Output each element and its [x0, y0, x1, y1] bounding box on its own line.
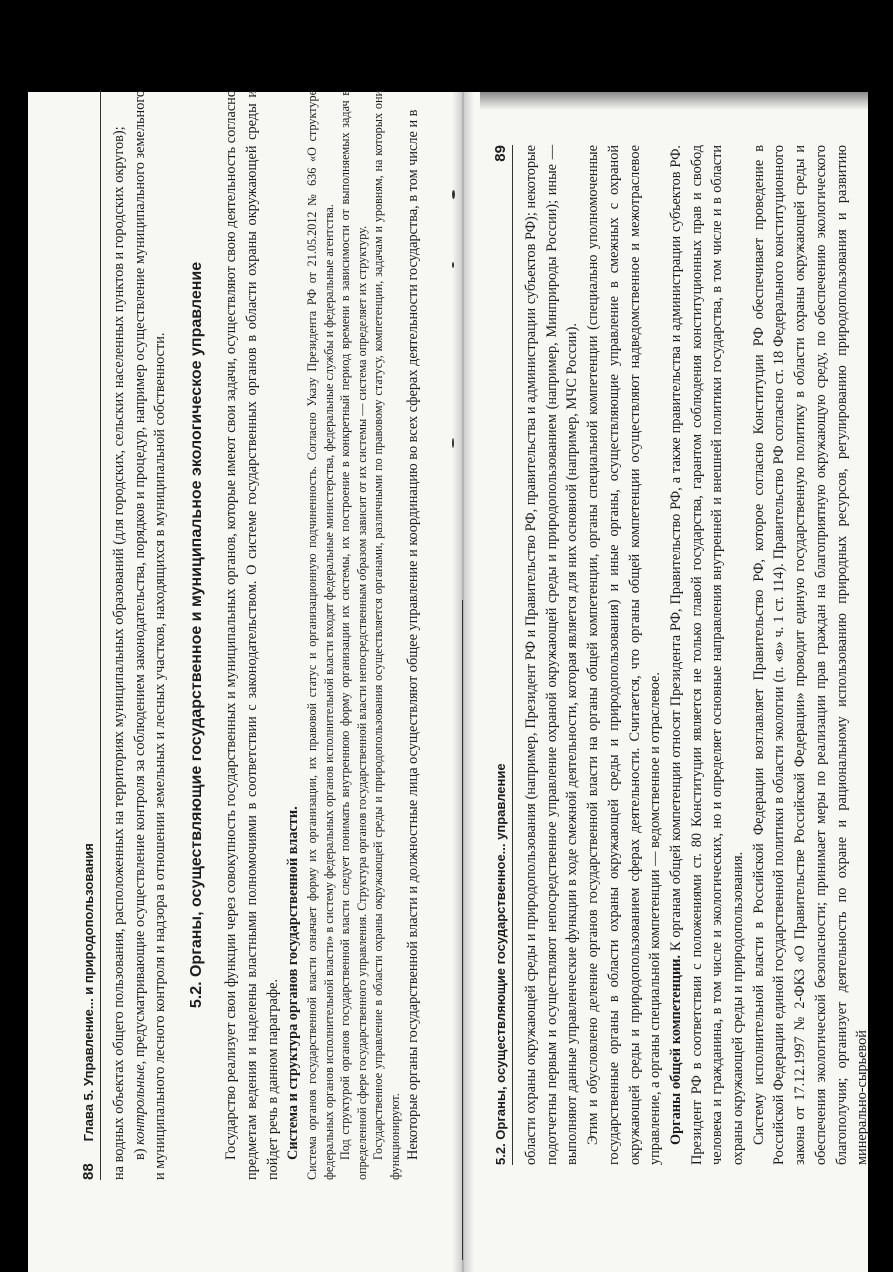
- section-paragraph-1: Государство реализует свои функции через совокупность государственных и муниципальных органов, которые имеют свои задачи, осуществляют свою деятельность согласно предметам ведения и наделены властными полномочиями в соответствии с законодательством. О системе государственных органов в области охраны окружающей среды и пойдет речь в данном параграфе.: [223, 90, 281, 1180]
- small-paragraph-1: Система органов государственной власти означает форму их организации, их правовой статус и организационную подчиненность. Согласно Указу Президента РФ от 21.05.2012 № 636 «О структуре федеральных органов исполнительной власти» в систему федеральных органов исполнительной власти входят федеральные министерства, федеральные службы и федеральные агентства.: [304, 90, 336, 1180]
- left-running-header: [80, 90, 101, 1180]
- right-paragraph-3: [666, 145, 749, 1165]
- left-page-number: 88: [80, 1163, 97, 1180]
- right-page-number: 89: [492, 145, 509, 162]
- small-paragraph-3: Государственное управление в области охраны окружающей среды и природопользования осуществляется органами, различными по правовому статусу, компетенции, задачам и уровням, на которых они функционируют.: [371, 90, 402, 1180]
- right-paragraph-2: Этим и обусловлено деление органов государственной власти на органы общей компетенции, органы специальной компетенции (специально уполномоченные государственные органы в области охраны окружающей среды и природопользования) и иные органы, осуществляющие управление в смежных с охраной окружающей среды и природопользованием сферах деятельности. Считается, что органы общей компетенции осуществляют надведомственное и межотраслевое управление, а органы специальной компетенции — ведомственное и отраслевое.: [585, 145, 664, 1165]
- right-paragraph-1: области охраны окружающей среды и природопользования (например, Президент РФ и Правительство РФ, правительства и администрации субъектов РФ); некоторые подотчетны первым и осуществляют непосредственное управление охраной окружающей среды и природопользованием (например, Минприроды России); иные — выполняют данные управленческие функции в ходе смежной деятельности, которая является для них основной (например, МЧС России).: [523, 145, 581, 1165]
- left-paragraph-2: [130, 90, 171, 1180]
- left-running-title: Глава 5. Управление... и природопользования: [81, 843, 96, 1142]
- right-paragraph-4: Систему исполнительной власти в Российской Федерации возглавляет Правительство РФ, которое согласно Конституции РФ обеспечивает проведение в Российской Федерации единой государственной политики в области экологии (п. «в» ч. 1 ст. 114). Правительство РФ согласно ст. 18 Федерального конституционного закона от 17.12.1997 № 2-ФКЗ «О Правительстве Российской Федерации» проводит единую государственную политику в области охраны окружающей среды и обеспечения экологической безопасности; принимает меры по реализации прав граждан на благоприятную окружающую среду, по обеспечению экологического благополучия; организует деятельность по охране и рациональному использованию природных ресурсов, регулированию природопользования и развитию минерально-сырьевой: [750, 145, 871, 1165]
- left-paragraph-1: на водных объектах общего пользования, расположенных на территориях муниципальных образований (для городских, сельских населенных пунктов и городских округов);: [111, 126, 127, 1180]
- right-running-title: 5.2. Органы, осуществляющие государственное... управление: [493, 763, 508, 1165]
- scan-shadow: [480, 92, 868, 110]
- list-text: предусматривающие осуществление контроля за соблюдением законодательства, порядков и процедур, например осуществление муниципального земельного и муниципального лесного контроля и надзора в отношении земельных и лесных участков, находящихся в муниципальной собственности.: [131, 89, 169, 1180]
- right-page: [492, 145, 871, 1165]
- subheading-line: [283, 90, 304, 1180]
- bold-lead: Органы общей компетенции.: [667, 955, 684, 1145]
- small-paragraph-2: Под структурой органов государственной власти следует понимать внутреннюю форму организации их системы, их построение в конкретный период времени в зависимости от выполняемых задач в определенной сфере государственного управления. Структура органов государственной власти непосредственным образом зависит от их системы — система определяет их структуру.: [338, 90, 369, 1180]
- subheading: Система и структура органов государственной власти.: [285, 806, 302, 1160]
- section-heading: 5.2. Органы, осуществляющие государственное и муниципальное экологическое управление: [188, 261, 206, 1009]
- left-paragraph-last: Некоторые органы государственной власти и должностные лица осуществляют общее управление и координацию во всех сферах деятельности государства, в том числе и в: [405, 109, 422, 1160]
- right-running-header: [492, 145, 513, 1165]
- list-term: контрольные,: [131, 1060, 148, 1145]
- left-page: [80, 90, 490, 1180]
- list-marker: в): [131, 1148, 148, 1160]
- right-paragraph-3-text: К органам общей компетенции относят Президента РФ, Правительство РФ, а также правительства и администрации субъектов РФ. Президент РФ в соответствии с положениями ст. 80 Конституции является не только главой государства, гарантом соблюдения конституционных прав и свобод человека и гражданина, в том числе и экологических, но и определяет основные направления внутренней и внешней политики государства, в том числе и в области охраны окружающей среды и природопользования.: [667, 145, 747, 1165]
